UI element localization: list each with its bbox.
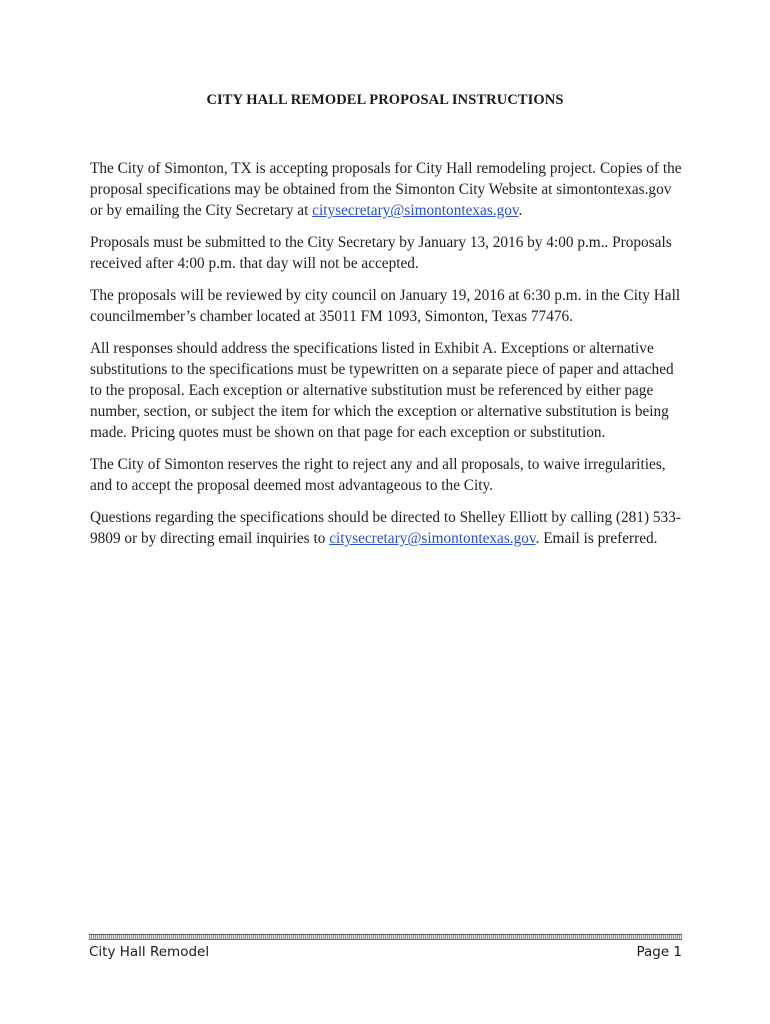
email-link-secretary[interactable]: citysecretary@simontontexas.gov — [312, 202, 519, 219]
paragraph-rights: The City of Simonton reserves the right to reject any and all proposals, to waive irregularities, and to accept the proposal deemed most advantageous to the City. — [90, 456, 666, 494]
email-link-inquiries[interactable]: citysecretary@simontontexas.gov — [329, 530, 536, 547]
document-body — [90, 158, 682, 560]
paragraph-exceptions: All responses should address the specifications listed in Exhibit A. Exceptions or alternative substitutions to the specifications must be typewritten on a separate piece of paper and attached to the proposal. Each exception or alternative substitution must be referenced by either page number, section, or subject the item for which the exception or alternative substitution is being made. Pricing quotes must be shown on that page for each exception or substitution. — [90, 340, 674, 441]
page-title: CITY HALL REMODEL PROPOSAL INSTRUCTIONS — [206, 92, 564, 108]
footer-document-name: City Hall Remodel — [89, 944, 210, 960]
paragraph-deadline: Proposals must be submitted to the City Secretary by January 13, 2016 by 4:00 p.m.. Proposals received after 4:00 p.m. that day will not be accepted. — [90, 234, 672, 272]
paragraph-questions — [90, 507, 682, 549]
footer-divider-lower — [89, 939, 682, 940]
paragraph-intro-end: . — [518, 202, 523, 219]
paragraph-review: The proposals will be reviewed by city council on January 19, 2016 at 6:30 p.m. in the City Hall councilmember’s chamber located at 35011 FM 1093, Simonton, Texas 77476. — [90, 287, 681, 325]
paragraph-questions-text: Questions regarding the specifications should be directed to Shelley Elliott by calling (281) 533-9809 or by directing email inquiries to — [90, 509, 681, 547]
footer-page-number: Page 1 — [636, 944, 682, 960]
paragraph-intro-text: The City of Simonton, TX is accepting proposals for City Hall remodeling project. Copies of the proposal specifications may be obtained from the Simonton City Website at simontontexas.gov or by emailing the City Secretary at — [90, 160, 682, 219]
page-footer — [89, 944, 682, 960]
paragraph-questions-end: . Email is preferred. — [535, 530, 658, 547]
paragraph-intro — [90, 158, 682, 221]
